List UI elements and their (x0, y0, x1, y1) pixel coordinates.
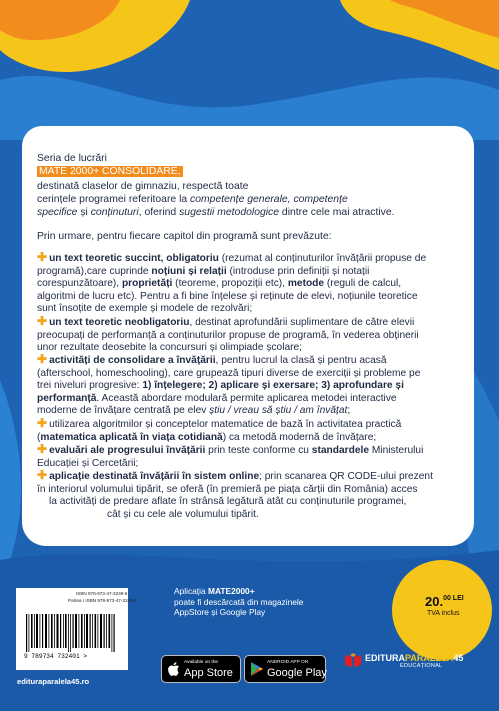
bullet-2 (37, 315, 457, 355)
plus-icon: ✚ (37, 352, 48, 366)
price-value: 20. (425, 594, 444, 609)
price-cents: 00 LEI (443, 595, 464, 602)
bullet-text: (rezumat al conținuturilor învățării propuse de (218, 253, 427, 264)
bullet-text: algoritmi de lucru etc). Pentru a fi bine înțelese și reținute de elevi, noțiunile teoretice (37, 290, 418, 302)
bullet-text: la activități de predare aflate în strânsă legătură atât cu conținuturile programei, (49, 496, 407, 508)
bullet-1 (37, 251, 457, 316)
bullet-title: un text teoretic succint, obligatoriu (49, 253, 219, 264)
bullet-text: trei niveluri progresive: (37, 380, 143, 392)
intro-italic: conținuturi (90, 207, 139, 218)
bullet-bold: matematica aplicată în viața cotidiană (40, 431, 223, 443)
google-play-icon (250, 661, 264, 677)
bullet-5 (37, 443, 457, 470)
bullet-text: (teoreme, propoziții etc), (172, 278, 288, 290)
bullet-4 (37, 417, 457, 444)
app-line-2: poate fi descărcată din magazinele (174, 596, 304, 607)
publisher-name: EDITURAPARALELA45 (365, 653, 464, 663)
bullet-text: preocupați de performanță a conținuturilor propuse de programă, în vederea obținerii (37, 329, 419, 341)
isbn-barcode-box (16, 588, 137, 670)
bullet-text: (reguli de calcul, (324, 278, 402, 290)
bullet-text: ; (347, 405, 351, 417)
bullet-bold: performanță (37, 392, 97, 404)
app-store-button[interactable] (161, 655, 241, 683)
intro-text: cerințele programei referitoare la (37, 194, 191, 205)
bullet-text: ) ca metodă modernă de învățare; (222, 431, 377, 443)
plus-icon: ✚ (37, 468, 48, 482)
intro-italic: competențe generale, competențe (190, 194, 348, 205)
plus-icon: ✚ (37, 314, 48, 328)
app-info-text (174, 586, 344, 618)
app-store-small-label: Available on the (184, 660, 219, 665)
price (425, 594, 464, 609)
bullet-text: moderne de învățare centrată pe elev (37, 405, 210, 417)
book-logo-icon (344, 652, 362, 668)
bullet-text: cât și cu cele ale volumului tipărit. (107, 508, 259, 520)
intro-text: dintre cele mai atractive. (279, 207, 395, 218)
barcode (22, 614, 122, 660)
bullet-text: Educației și Cercetării; (37, 457, 139, 469)
bullet-title: aplicație destinată învățării în sistem online (49, 471, 260, 482)
intro-line-1: Seria de lucrări (37, 153, 107, 164)
app-line-1: Aplicația MATE2000+ (174, 586, 255, 596)
intro-italic: sugestii metodologice (179, 207, 280, 218)
bullet-text: unor rezultate deosebite la concursuri și olimpiade școlare; (37, 342, 303, 354)
bullet-text: corespunzătoare), (37, 278, 122, 290)
intro-line-3: destinată claselor de gimnaziu, respectă toate (37, 181, 249, 192)
bullet-title: evaluări ale progresului învățării (49, 445, 206, 456)
bullet-text: utilizarea algoritmilor și conceptelor matematice de bază în activitatea practică (49, 419, 402, 430)
app-store-big-label: App Store (184, 667, 233, 679)
bullet-text: programă),care cuprinde (37, 265, 152, 277)
bullet-3 (37, 353, 457, 418)
intro-text: , oferind (138, 207, 180, 218)
barcode-digits: 9 789734 732401 > (24, 653, 88, 660)
bullet-text: ( (37, 431, 41, 443)
bullet-text: . Această abordare modulară permite aplicarea metodei interactive (96, 392, 397, 404)
bullet-bold: 1) înțelegere; 2) aplicare și exersare; 3) aprofundare și (142, 380, 404, 392)
google-play-button[interactable] (244, 655, 326, 683)
series-name (37, 165, 183, 178)
isbn-line-1: ISBN 978-973-47-3239-5 (76, 591, 128, 596)
bullet-bold: metode (287, 278, 325, 290)
bullet-bold: noțiuni și relații (151, 265, 227, 277)
vat-label: TVA inclus (427, 610, 460, 617)
bullet-text: , destinat aprofundării suplimentare de către elevii (189, 317, 415, 328)
isbn-line-2: Partea I ISBN 978-973-47-3240-1 (68, 598, 137, 603)
google-play-small-label: ANDROID APP ON (267, 660, 309, 665)
bullet-bold: proprietăți (121, 278, 173, 290)
bullet-text: ; prin scanarea QR CODE-ului prezent (259, 471, 433, 482)
bullet-italic: știu / vreau să știu / am învățat (209, 405, 348, 417)
plus-icon: ✚ (37, 250, 48, 264)
intro-text: și (77, 207, 91, 218)
bullet-bold: standardele (311, 445, 369, 456)
intro-line-5 (37, 206, 395, 219)
left-light-blue-wave (0, 380, 21, 560)
bullet-text: , pentru lucrul la clasă și pentru acasă (215, 355, 387, 366)
plus-icon: ✚ (37, 442, 48, 456)
bullet-title: un text teoretic neobligatoriu (49, 317, 190, 328)
series-name-highlight: MATE 2000+ CONSOLIDARE, (39, 166, 181, 177)
google-play-big-label: Google Play (267, 667, 327, 679)
intro-line-4 (37, 193, 348, 206)
plus-icon: ✚ (37, 416, 48, 430)
intro-italic: specifice (37, 207, 78, 218)
apple-icon (167, 661, 181, 677)
bullet-text: prin teste conforme cu (205, 445, 312, 456)
bullet-text: în interiorul volumului tipărit, se oferă (în premieră pe piața cărții din România) acces (37, 483, 418, 495)
bullet-text: (introduse prin definiții și notații (226, 265, 370, 277)
bullet-text: sunt însoțite de exemple și modele de rezolvări; (37, 303, 253, 315)
bullet-text: Ministerului (368, 445, 424, 456)
bullet-text: (afterschool, homeschooling), care grupează tipuri diverse de exerciții și probleme pe (37, 367, 421, 379)
bullet-title: activități de consolidare a învățării (49, 355, 216, 366)
publisher-website[interactable]: editurаparalela45.ro (17, 677, 90, 686)
lead-sentence: Prin urmare, pentru fiecare capitol din programă sunt prevăzute: (37, 231, 332, 242)
app-line-3: AppStore și Google Play (174, 607, 266, 617)
bullet-6 (37, 469, 457, 521)
publisher-sub: EDUCAȚIONAL (400, 663, 443, 669)
